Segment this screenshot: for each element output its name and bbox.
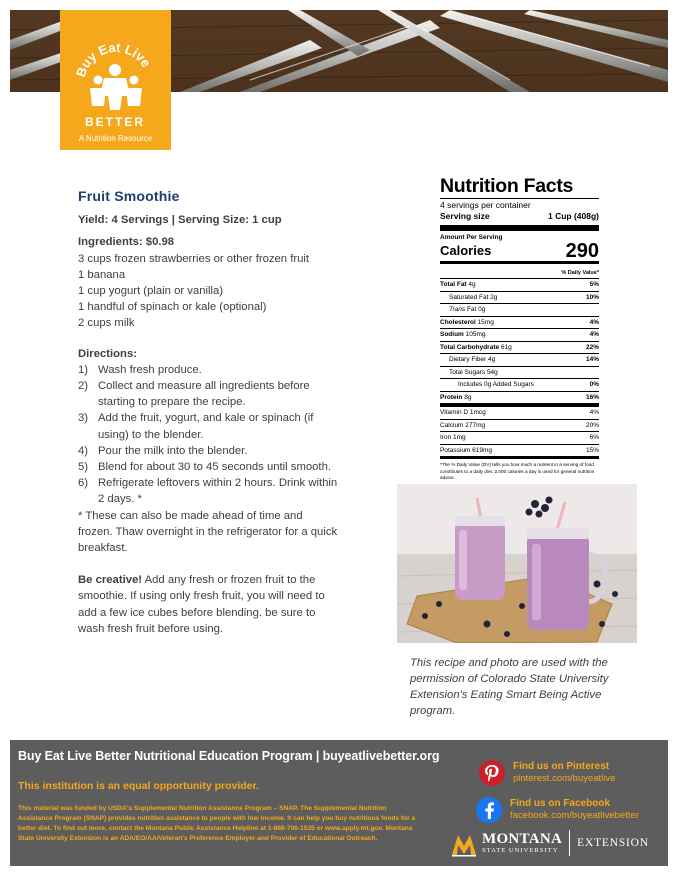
mineral-row: Iron 1mg 6% <box>440 432 599 445</box>
msu-mountain-icon <box>450 829 478 857</box>
pinterest-icon <box>479 760 505 786</box>
facebook-heading: Find us on Facebook <box>510 798 611 809</box>
creative-tip <box>78 572 338 637</box>
nutrient-row: Sodium 105mg 4% <box>440 329 599 342</box>
direction-step: 5) Blend for about 30 to 45 seconds until smooth. <box>78 461 331 474</box>
logo-arc-text: Buy Eat Live <box>72 39 154 79</box>
creative-tip-text: Add any fresh or frozen fruit to the smoothie. If using only fresh fruit, you will need to add a few ice cubes before blending. be sure to wash fresh fruit before using. <box>78 574 325 635</box>
ingredients-list <box>78 251 338 332</box>
nutrient-row: Cholesterol 15mg 4% <box>440 317 599 330</box>
nutrition-footnote: *The % Daily Value (DV) tells you how much a nutrient in a serving of food contributes to a daily diet. 2,000 calories a day is used for general nutrition advice. <box>440 462 595 480</box>
nutrient-row: Total Carbohydrate 61g 22% <box>440 342 599 355</box>
ingredient-item: 2 cups milk <box>78 317 135 330</box>
mineral-row: Vitamin D 1mcg 4% <box>440 407 599 420</box>
nutrient-row: Total Fat 4g 5% <box>440 279 599 292</box>
msu-divider <box>569 830 570 856</box>
servings-per-container: 4 servings per container <box>440 200 531 210</box>
nutrition-title: Nutrition Facts <box>440 175 599 199</box>
logo-better-text: BETTER <box>85 115 145 129</box>
direction-step: 3) Add the fruit, yogurt, and kale or spinach (if using) to the blender. <box>78 412 314 441</box>
pinterest-link[interactable] <box>479 760 615 786</box>
direction-step: 2) Collect and measure all ingredients before starting to prepare the recipe. <box>78 380 310 409</box>
mineral-row: Calcium 277mg 20% <box>440 420 599 433</box>
smoothie-jars-image <box>397 484 637 643</box>
make-ahead-note: * These can also be made ahead of time and frozen. Thaw overnight in the refrigerator for a quick breakfast. <box>78 509 338 555</box>
photo-caption: This recipe and photo are used with the permission of Colorado State University Extension's Eating Smart Being Active program. <box>410 657 609 717</box>
nutrient-row: Protein 8g 16% <box>440 392 599 408</box>
equal-opportunity-statement: This institution is an equal opportunity provider. <box>18 780 259 792</box>
creative-tip-bold: Be creative! <box>78 574 143 587</box>
recipe-section <box>78 188 338 637</box>
recipe-title: Fruit Smoothie <box>78 188 180 204</box>
logo-tagline: A Nutrition Resource <box>78 134 153 143</box>
mineral-row: Potassium 619mg 15% <box>440 445 599 460</box>
serving-size-row: Serving size 1 Cup (408g) <box>440 211 599 231</box>
logo <box>60 10 171 150</box>
pinterest-url[interactable]: pinterest.com/buyeatlive <box>513 773 616 784</box>
pinterest-heading: Find us on Pinterest <box>513 761 610 772</box>
ingredients-heading: Ingredients: $0.98 <box>78 236 175 249</box>
nutrient-row: Total Sugars 54g <box>440 367 599 380</box>
nutrient-row: Saturated Fat 2g 10% <box>440 292 599 305</box>
ingredient-item: 1 banana <box>78 268 126 281</box>
direction-step: 1) Wash fresh produce. <box>78 363 202 376</box>
facebook-icon <box>476 797 502 823</box>
msu-extension-logo <box>450 829 649 857</box>
direction-step: 4) Pour the milk into the blender. <box>78 444 248 457</box>
msu-sub: STATE UNIVERSITY <box>482 846 559 854</box>
funding-statement: This material was funded by USDA's Supplemental Nutrition Assistance Program – SNAP. The Supplemental Nutrition Assistance Program (SNAP) provides nutrition assistance to people with low income. It can help you buy nutritious foods for a better diet. To find out more, contact the Montana Public Assistance Helpline at 1-888-706-1535 or www.apply.mt.gov. Montana State University Extension is an ADA/EO/AA/Veteran's Preference Employer and Provider of Educational Outreach. <box>18 805 416 842</box>
nutrient-row: Dietary Fiber 4g 14% <box>440 354 599 367</box>
ingredient-item: 1 handful of spinach or kale (optional) <box>78 301 267 314</box>
recipe-yield: Yield: 4 Servings | Serving Size: 1 cup <box>78 214 282 227</box>
nutrition-facts-label <box>440 175 599 482</box>
nutrient-row: Includes 0g Added Sugars 0% <box>440 379 599 392</box>
facebook-url[interactable]: facebook.com/buyeatlivebetter <box>510 810 639 821</box>
footer <box>10 740 668 866</box>
nutrient-row: Trans Fat 0g <box>440 304 599 317</box>
msu-extension: EXTENSION <box>577 837 649 849</box>
footer-title: Buy Eat Live Better Nutritional Education Program | buyeatlivebetter.org <box>18 749 440 763</box>
smoothie-photo <box>397 484 637 643</box>
directions-heading: Directions: <box>78 347 138 360</box>
directions-list <box>78 362 338 508</box>
direction-step: 6) Refrigerate leftovers within 2 hours. Drink within 2 days. * <box>78 477 338 506</box>
msu-name: MONTANA <box>482 830 563 847</box>
logo-figures-icon <box>70 22 161 130</box>
daily-value-header: % Daily Value* <box>440 268 599 279</box>
calories-row: Calories 290 <box>440 240 599 262</box>
facebook-link[interactable] <box>476 797 639 823</box>
amount-per-serving: Amount Per Serving <box>440 234 503 241</box>
ingredient-item: 3 cups frozen strawberries or other frozen fruit <box>78 252 310 265</box>
ingredient-item: 1 cup yogurt (plain or vanilla) <box>78 285 224 298</box>
